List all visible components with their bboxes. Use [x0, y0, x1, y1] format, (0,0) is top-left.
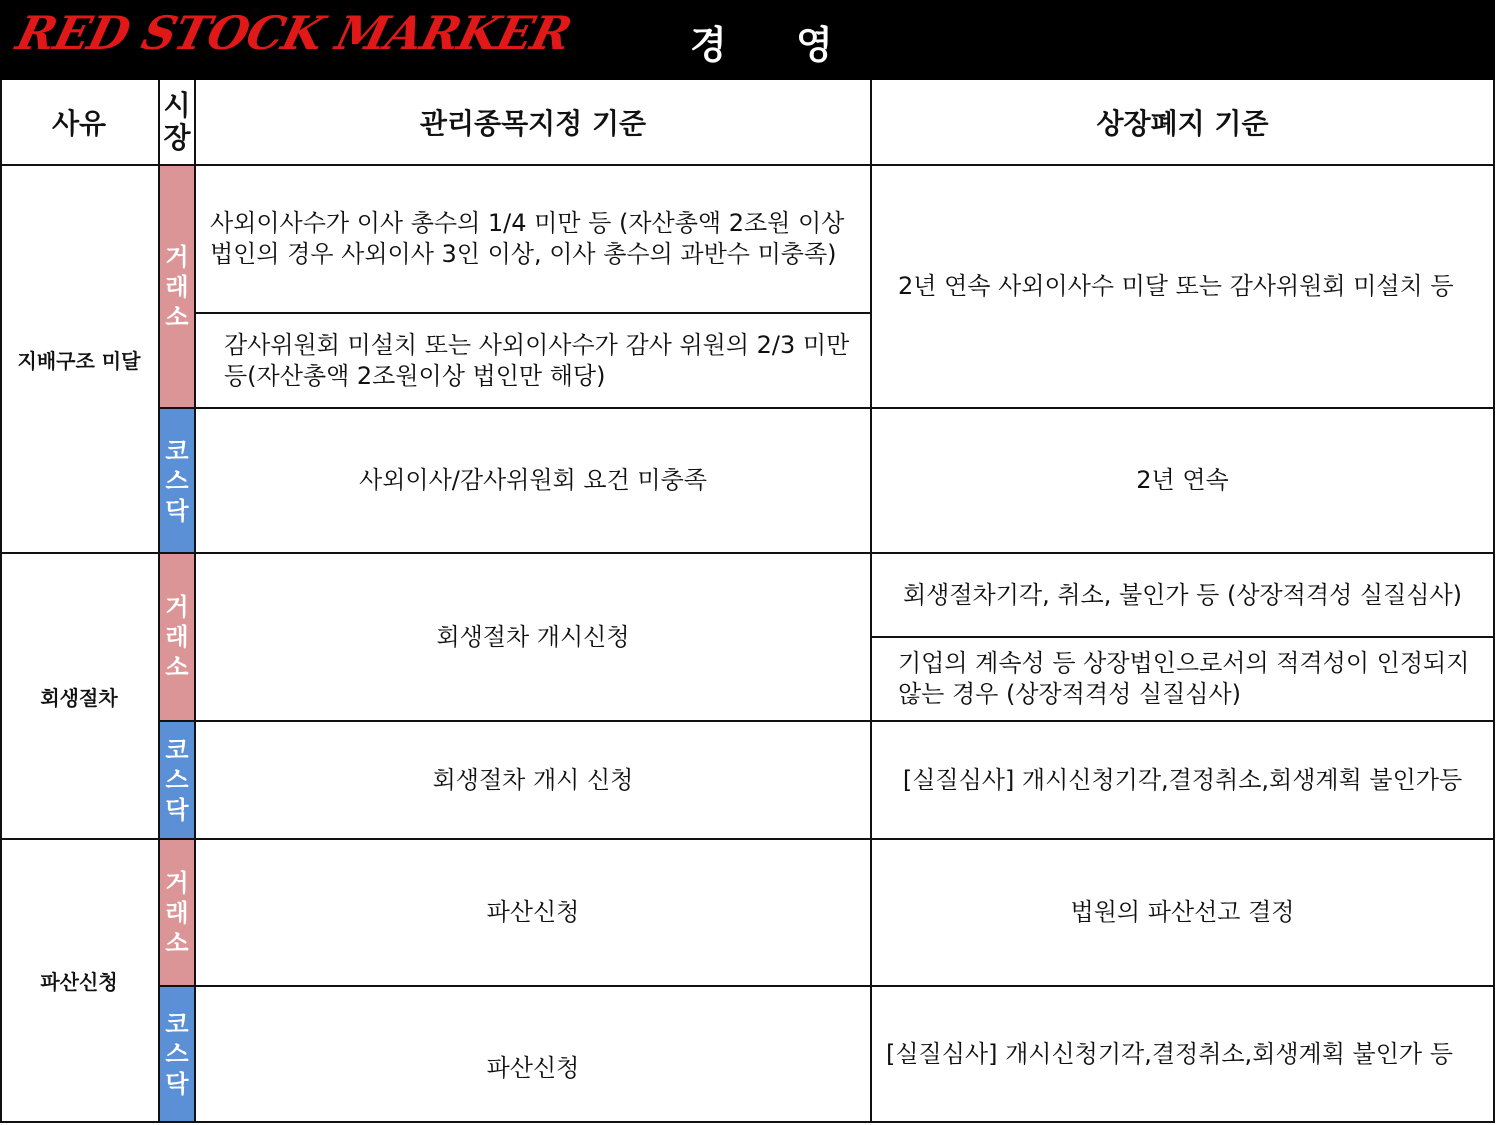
market-kosdaq-rehabilitation: [160, 722, 196, 840]
market-kosdaq-governance: [160, 409, 196, 554]
rehabilitation-exchange-delisting-2: 기업의 계속성 등 상장법인으로서의 적격성이 인정되지 않는 경우 (상장적격성 실질심사): [872, 638, 1495, 722]
rehabilitation-exchange-delisting-1: 회생절차기각, 취소, 불인가 등 (상장적격성 실질심사): [872, 554, 1495, 638]
market-kosdaq-label: 코스닥: [165, 1010, 189, 1098]
market-exchange-label: 거래소: [165, 868, 189, 957]
governance-kosdaq-designation: 사외이사/감사위원회 요건 미충족: [196, 409, 872, 554]
market-kosdaq-label: 코스닥: [165, 436, 189, 525]
rehabilitation-kosdaq-delisting: [실질심사] 개시신청기각,결정취소,회생계획 불인가등: [872, 722, 1495, 840]
market-kosdaq-bankruptcy: [160, 987, 196, 1123]
reason-rehabilitation: 회생절차: [0, 554, 160, 840]
page-title: 경 영: [690, 23, 861, 67]
market-exchange-bankruptcy: [160, 840, 196, 987]
header-designation: 관리종목지정 기준: [196, 80, 872, 166]
bankruptcy-kosdaq-delisting: [실질심사] 개시신청기각,결정취소,회생계획 불인가 등: [872, 987, 1495, 1123]
market-exchange-governance: [160, 166, 196, 409]
bankruptcy-kosdaq-designation: 파산신청: [196, 987, 872, 1123]
reason-bankruptcy: 파산신청: [0, 840, 160, 1123]
market-exchange-rehabilitation: [160, 554, 196, 722]
governance-exchange-designation-1: 사외이사수가 이사 총수의 1/4 미만 등 (자산총액 2조원 이상 법인의 경우 사외이사 3인 이상, 이사 총수의 과반수 미충족): [196, 166, 872, 314]
header-reason: 사유: [0, 80, 160, 166]
header-delisting: 상장폐지 기준: [872, 80, 1495, 166]
bankruptcy-exchange-designation: 파산신청: [196, 840, 872, 987]
governance-exchange-delisting: 2년 연속 사외이사수 미달 또는 감사위원회 미설치 등: [872, 166, 1495, 409]
governance-exchange-designation-2: 감사위원회 미설치 또는 사외이사수가 감사 위원의 2/3 미만등(자산총액 2조원이상 법인만 해당): [196, 314, 872, 409]
rehabilitation-kosdaq-designation: 회생절차 개시 신청: [196, 722, 872, 840]
market-exchange-label: 거래소: [165, 593, 189, 681]
header-market-label: 시장: [163, 89, 191, 154]
header-market: [160, 80, 196, 166]
governance-kosdaq-delisting: 2년 연속: [872, 409, 1495, 554]
brand-logo: RED STOCK MARKER: [11, 6, 577, 60]
header-bar: [0, 0, 1495, 80]
rehabilitation-exchange-designation: 회생절차 개시신청: [196, 554, 872, 722]
market-kosdaq-label: 코스닥: [165, 736, 189, 824]
market-exchange-label: 거래소: [165, 242, 189, 331]
reason-governance: 지배구조 미달: [0, 166, 160, 554]
bankruptcy-exchange-delisting: 법원의 파산선고 결정: [872, 840, 1495, 987]
